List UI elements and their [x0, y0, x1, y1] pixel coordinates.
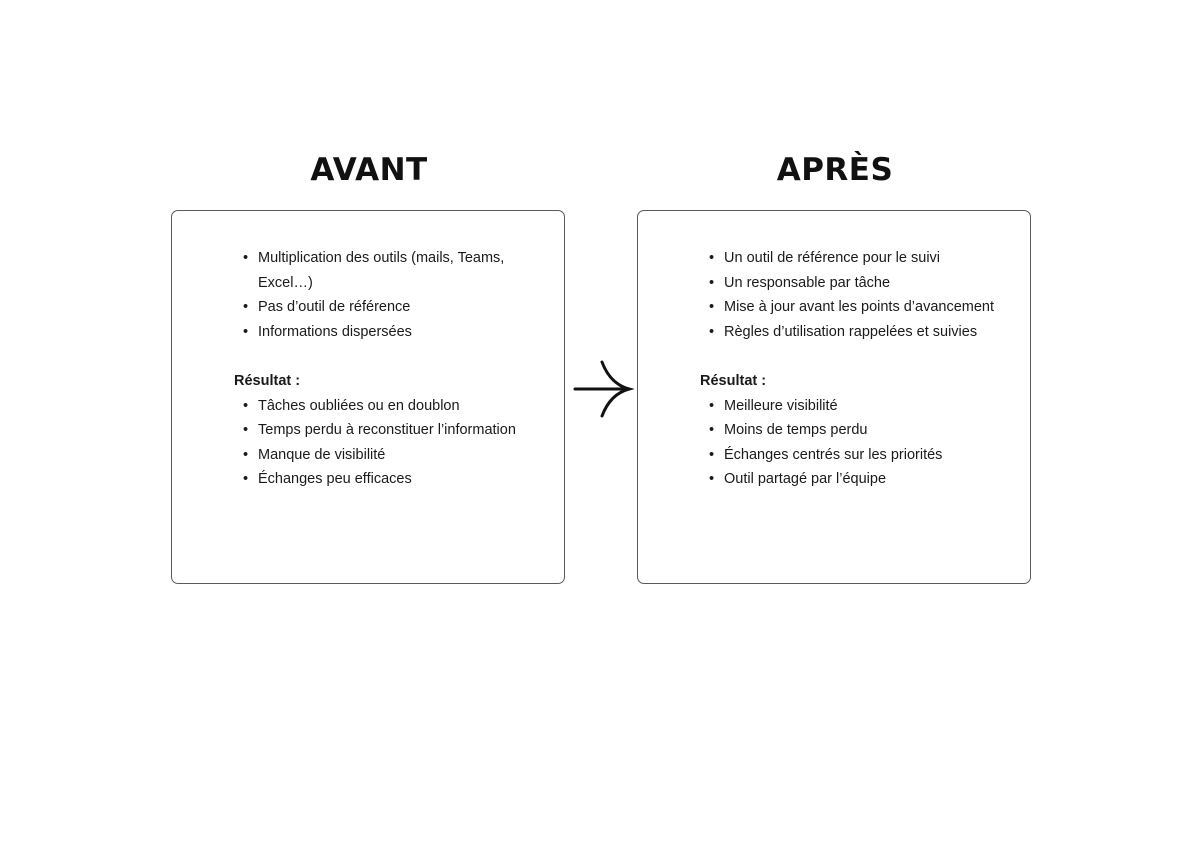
before-results-list — [234, 394, 534, 492]
list-item: • Mise à jour avant les points d’avancement — [709, 299, 995, 316]
after-panel-content — [700, 246, 1000, 492]
list-item: • Multiplication des outils (mails, Teams, Excel…) — [243, 250, 505, 291]
list-item: • Échanges peu efficaces — [243, 471, 412, 488]
after-result-label: Résultat : — [700, 372, 767, 389]
after-heading: APRÈS — [776, 152, 894, 188]
list-item: • Échanges centrés sur les priorités — [709, 446, 943, 463]
list-item: • Temps perdu à reconstituer l’information — [243, 422, 516, 439]
before-heading: AVANT — [310, 152, 428, 188]
list-item: • Outil partagé par l’équipe — [709, 471, 887, 488]
list-item: • Informations dispersées — [243, 323, 412, 340]
after-panel — [637, 210, 1031, 584]
list-item: • Tâches oubliées ou en doublon — [243, 397, 460, 414]
before-panel-content — [234, 246, 534, 492]
before-result-label: Résultat : — [234, 372, 301, 389]
before-items-list — [234, 246, 534, 344]
arrow-right-icon — [572, 358, 634, 420]
list-item: • Un responsable par tâche — [709, 274, 891, 291]
list-item: • Règles d’utilisation rappelées et suivies — [709, 323, 978, 340]
list-item: • Meilleure visibilité — [709, 397, 838, 414]
list-item: • Un outil de référence pour le suivi — [709, 250, 941, 266]
list-item: • Pas d’outil de référence — [243, 299, 411, 316]
before-panel — [171, 210, 565, 584]
after-items-list — [700, 246, 1000, 344]
list-item: • Moins de temps perdu — [709, 422, 868, 439]
list-item: • Manque de visibilité — [243, 446, 386, 463]
after-results-list — [700, 394, 1000, 492]
